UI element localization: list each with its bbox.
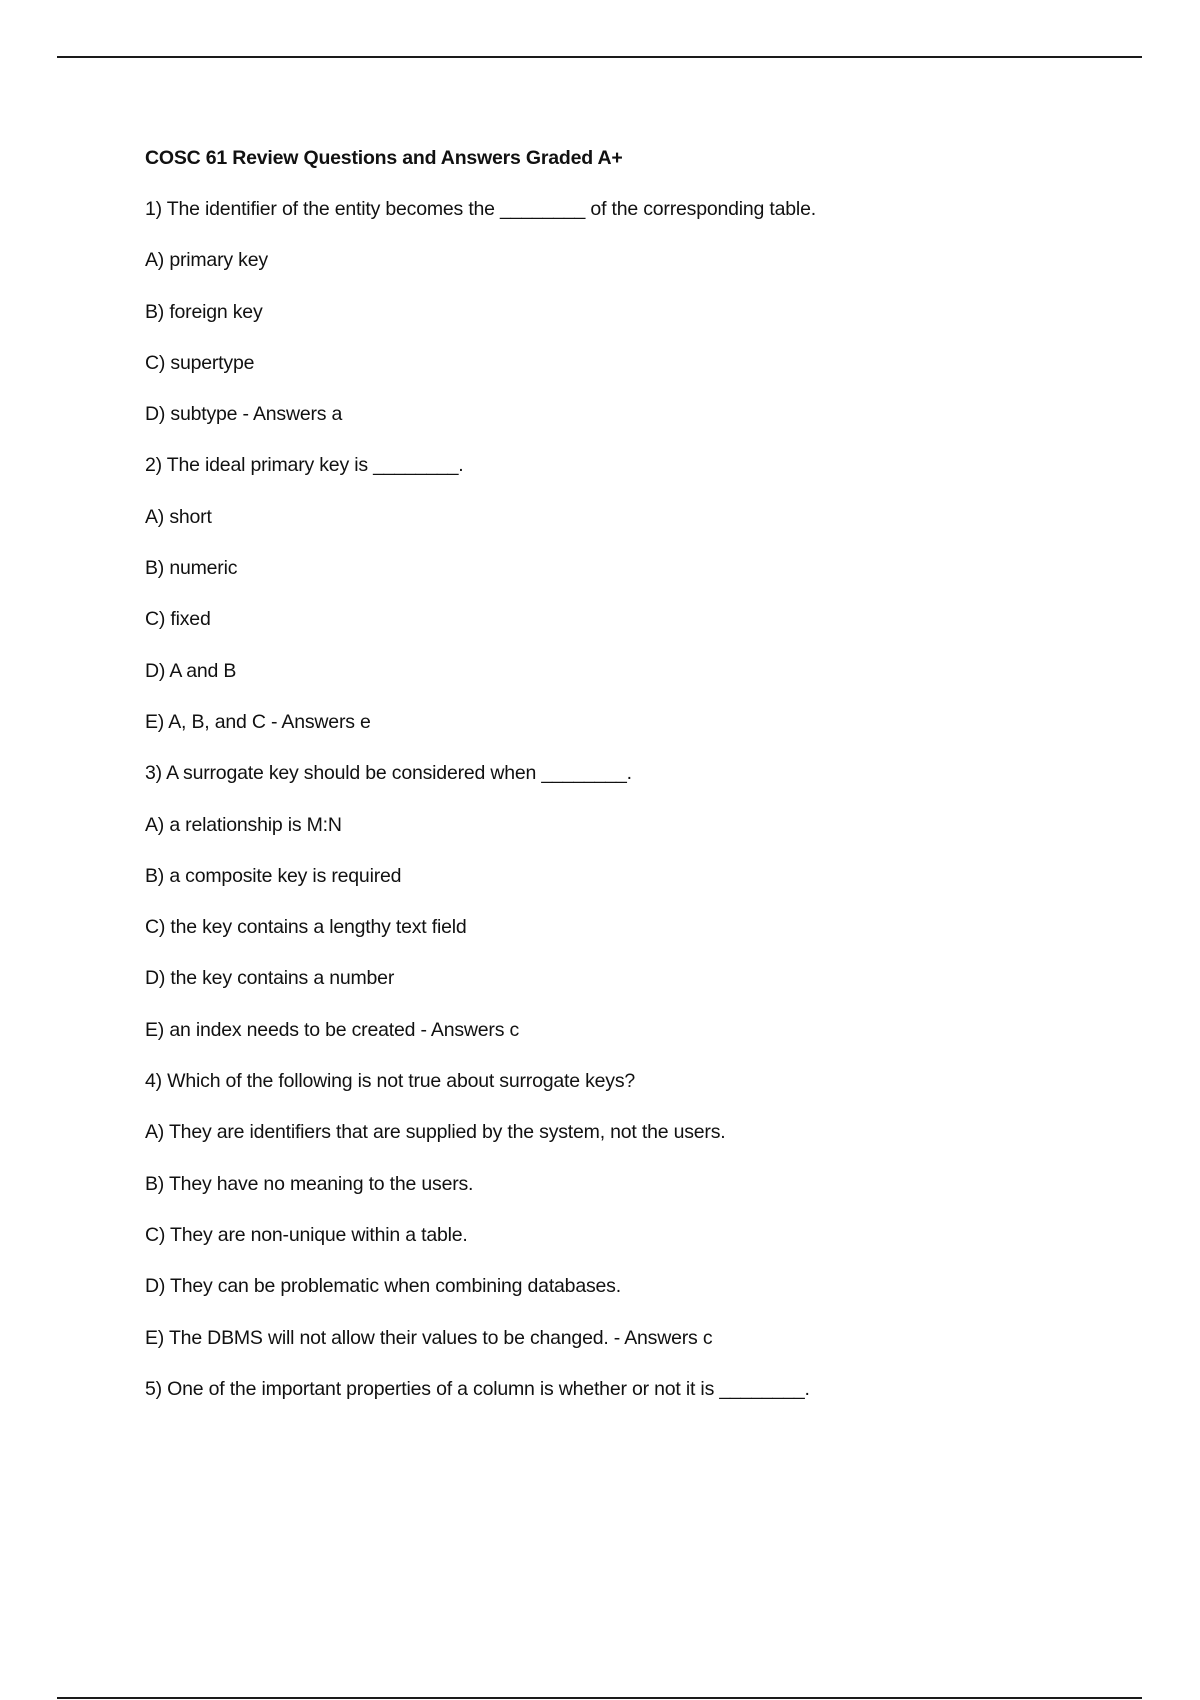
- question-4-option-c: C) They are non-unique within a table.: [145, 1223, 468, 1246]
- question-1-option-d: D) subtype - Answers a: [145, 403, 343, 426]
- question-3-option-b: B) a composite key is required: [145, 864, 402, 887]
- question-1-option-a: A) primary key: [145, 249, 268, 272]
- question-3-option-c: C) the key contains a lengthy text field: [145, 916, 467, 939]
- question-2-option-c: C) fixed: [145, 608, 211, 631]
- question-2-option-b: B) numeric: [145, 557, 238, 580]
- header-rule: [57, 56, 1142, 58]
- question-4-option-a: A) They are identifiers that are supplied by the system, not the users.: [145, 1121, 726, 1144]
- question-4-option-b: B) They have no meaning to the users.: [145, 1172, 474, 1195]
- question-4-option-d: D) They can be problematic when combining databases.: [145, 1275, 621, 1298]
- question-3-option-a: A) a relationship is M:N: [145, 813, 342, 836]
- question-2-option-d: D) A and B: [145, 659, 237, 682]
- question-1-option-c: C) supertype: [145, 351, 255, 374]
- question-4-option-e: E) The DBMS will not allow their values to be changed. - Answers c: [145, 1326, 713, 1349]
- question-3: 3) A surrogate key should be considered when ________.: [145, 762, 632, 785]
- question-1-option-b: B) foreign key: [145, 300, 263, 323]
- question-2-option-e: E) A, B, and C - Answers e: [145, 710, 371, 733]
- question-3-option-d: D) the key contains a number: [145, 967, 395, 990]
- document-title: COSC 61 Review Questions and Answers Graded A+: [145, 147, 623, 169]
- footer-rule: [57, 1697, 1142, 1699]
- question-2: 2) The ideal primary key is ________.: [145, 454, 464, 477]
- question-4: 4) Which of the following is not true about surrogate keys?: [145, 1070, 636, 1093]
- question-1: 1) The identifier of the entity becomes the ________ of the corresponding table.: [145, 198, 816, 220]
- question-5: 5) One of the important properties of a column is whether or not it is ________.: [145, 1377, 810, 1400]
- question-3-option-e: E) an index needs to be created - Answers c: [145, 1018, 520, 1041]
- document-body: [145, 143, 1145, 1425]
- question-2-option-a: A) short: [145, 505, 212, 528]
